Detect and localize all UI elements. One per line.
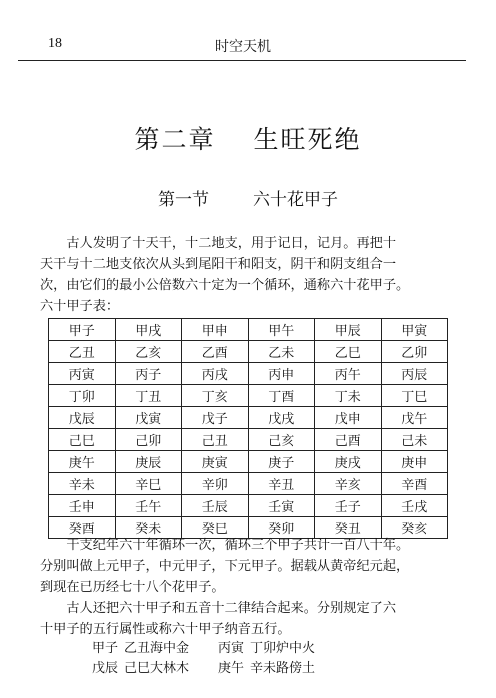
table-cell: 丁未 (315, 385, 382, 407)
table-cell: 甲午 (248, 319, 315, 341)
nayin-stem: 戊辰 (92, 661, 119, 676)
nayin-element: 己巳大林木 (124, 661, 190, 676)
paragraph-line: 古人发明了十天干，十二地支，用于记日，记月。再把十 (40, 236, 397, 251)
sixty-jiazi-table (48, 318, 448, 539)
table-cell: 戊子 (182, 407, 249, 429)
nayin-stem: 庚午 (218, 661, 245, 676)
table-cell: 壬辰 (182, 495, 249, 517)
table-cell: 辛酉 (381, 473, 448, 495)
table-cell: 丙辰 (381, 363, 448, 385)
nayin-element: 辛未路傍土 (250, 661, 316, 676)
chapter-heading (0, 120, 496, 156)
chapter-number: 第二章 (134, 125, 216, 154)
nayin-row (92, 637, 315, 656)
table-cell: 壬午 (115, 495, 182, 517)
table-cell: 甲寅 (381, 319, 448, 341)
nayin-element: 乙丑海中金 (124, 641, 190, 656)
table-cell: 己未 (381, 429, 448, 451)
table-row (49, 407, 448, 429)
table-cell: 庚申 (381, 451, 448, 473)
paragraph-line: 干支纪年六十年循环一次，循环三个甲子共计一百八十年。 (40, 538, 410, 553)
table-cell: 甲戌 (115, 319, 182, 341)
table-cell: 丁卯 (49, 385, 116, 407)
table-cell: 戊申 (315, 407, 382, 429)
table-row (49, 429, 448, 451)
paragraph-line: 十甲子的五行属性或称六十甲子纳音五行。 (40, 622, 291, 637)
table-cell: 丁酉 (248, 385, 315, 407)
table-row (49, 363, 448, 385)
table-row (49, 451, 448, 473)
table-cell: 乙卯 (381, 341, 448, 363)
paragraph-line: 分别叫做上元甲子，中元甲子，下元甲子。据载从黄帝纪元起， (40, 559, 410, 574)
table-cell: 庚戌 (315, 451, 382, 473)
table-cell: 癸丑 (315, 517, 382, 539)
table-cell: 甲辰 (315, 319, 382, 341)
table-cell: 戊辰 (49, 407, 116, 429)
table-cell: 壬子 (315, 495, 382, 517)
table-cell: 丙寅 (49, 363, 116, 385)
section-heading (0, 185, 496, 210)
page-number: 18 (48, 36, 62, 51)
table-cell: 戊寅 (115, 407, 182, 429)
table-cell: 己卯 (115, 429, 182, 451)
table-cell: 癸未 (115, 517, 182, 539)
table-cell: 丙申 (248, 363, 315, 385)
table-cell: 壬戌 (381, 495, 448, 517)
table-cell: 壬寅 (248, 495, 315, 517)
table-cell: 辛亥 (315, 473, 382, 495)
running-title: 时空天机 (215, 39, 271, 55)
table-cell: 丙午 (315, 363, 382, 385)
table-cell: 辛未 (49, 473, 116, 495)
table-cell: 丙子 (115, 363, 182, 385)
paragraph-line: 天干与十二地支依次从头到尾阳干和阳支，阴干和阴支组合一 (40, 257, 397, 272)
intro-paragraph (40, 233, 470, 317)
chapter-title: 生旺死绝 (253, 125, 362, 154)
table-cell: 丁亥 (182, 385, 249, 407)
table-cell: 甲申 (182, 319, 249, 341)
nayin-paragraph (40, 598, 470, 640)
table-cell: 己亥 (248, 429, 315, 451)
section-number: 第一节 (158, 190, 209, 210)
table-cell: 庚午 (49, 451, 116, 473)
paragraph-line: 六十甲子表： (40, 299, 120, 314)
section-title: 六十花甲子 (253, 190, 338, 210)
table-cell: 癸酉 (49, 517, 116, 539)
table-cell: 癸巳 (182, 517, 249, 539)
table-cell: 辛丑 (248, 473, 315, 495)
table-cell: 癸亥 (381, 517, 448, 539)
nayin-stem: 丙寅 (218, 641, 245, 656)
page-header (18, 36, 468, 60)
paragraph-line: 到现在已历经七十八个花甲子。 (40, 580, 225, 595)
table-cell: 己巳 (49, 429, 116, 451)
table-cell: 乙酉 (182, 341, 249, 363)
table-row (49, 495, 448, 517)
table-cell: 甲子 (49, 319, 116, 341)
cycle-paragraph (40, 535, 470, 598)
paragraph-line: 古人还把六十甲子和五音十二律结合起来。分别规定了六 (40, 601, 397, 616)
table-cell: 乙丑 (49, 341, 116, 363)
table-row (49, 385, 448, 407)
nayin-row (92, 657, 315, 676)
table-cell: 乙巳 (315, 341, 382, 363)
table-cell: 癸卯 (248, 517, 315, 539)
table-cell: 壬申 (49, 495, 116, 517)
table-cell: 庚子 (248, 451, 315, 473)
table-cell: 辛卯 (182, 473, 249, 495)
table-cell: 丁巳 (381, 385, 448, 407)
table-cell: 辛巳 (115, 473, 182, 495)
paragraph-line: 次，由它们的最小公倍数六十定为一个循环，通称六十花甲子。 (40, 278, 410, 293)
table-cell: 乙未 (248, 341, 315, 363)
table-cell: 丁丑 (115, 385, 182, 407)
table-cell: 庚辰 (115, 451, 182, 473)
table-row (49, 473, 448, 495)
table-cell: 乙亥 (115, 341, 182, 363)
nayin-stem: 甲子 (92, 641, 119, 656)
table-cell: 己丑 (182, 429, 249, 451)
nayin-element: 丁卯炉中火 (250, 641, 316, 656)
table-cell: 戊戌 (248, 407, 315, 429)
header-rule (18, 60, 466, 61)
table-cell: 戊午 (381, 407, 448, 429)
table-cell: 己酉 (315, 429, 382, 451)
table-cell: 丙戌 (182, 363, 249, 385)
table-cell: 庚寅 (182, 451, 249, 473)
table-row (49, 319, 448, 341)
table-row (49, 341, 448, 363)
